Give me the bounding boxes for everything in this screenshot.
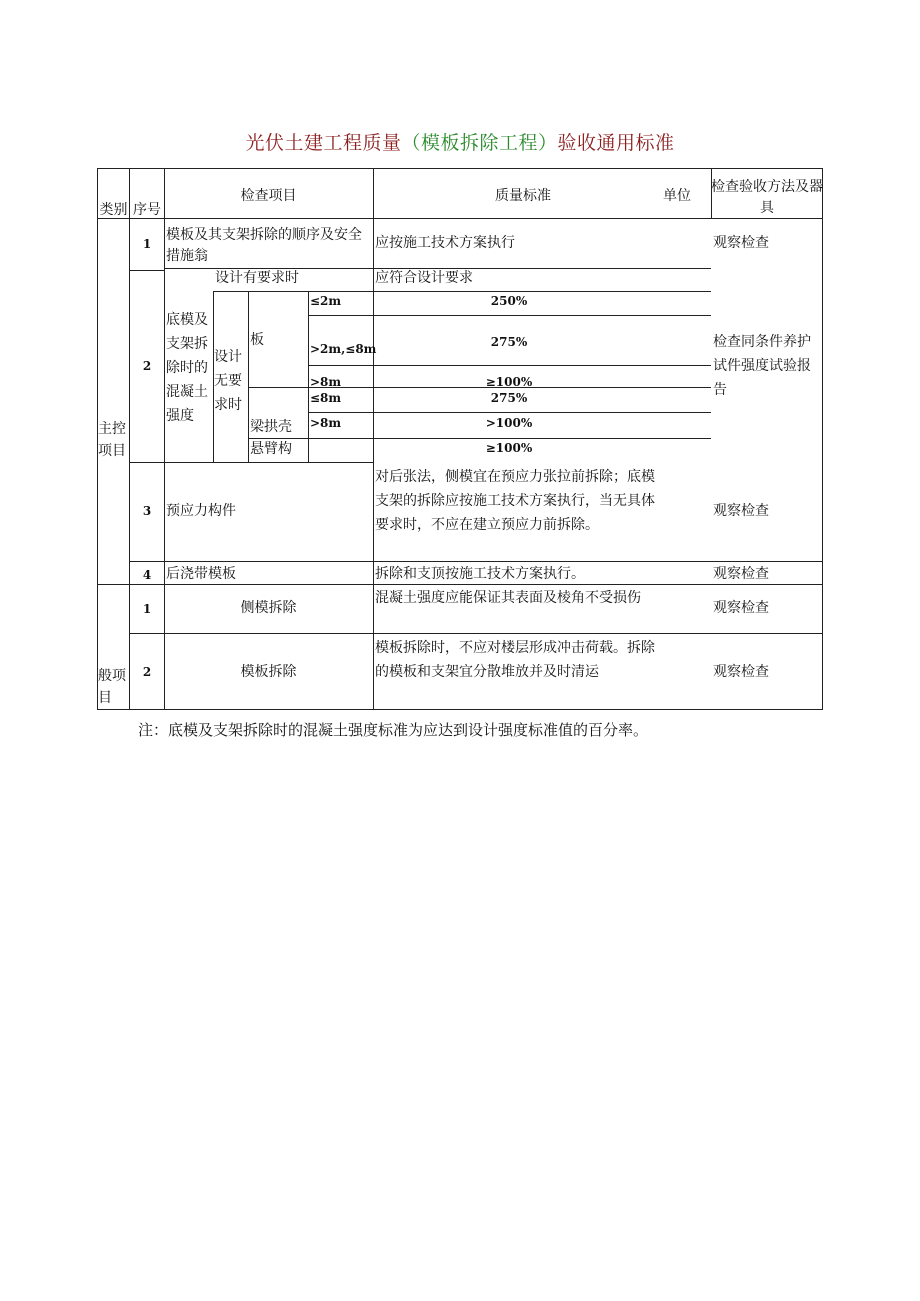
- design-req-label: 设计有要求时: [215, 270, 299, 286]
- header-standard: 质量标准: [495, 188, 551, 204]
- row4-item: 后浇带模板: [166, 566, 236, 582]
- row4-standard: 拆除和支顶按施工技术方案执行。: [375, 566, 585, 582]
- header-seq: 序号: [133, 202, 161, 218]
- row1-seq: 1: [142, 237, 152, 251]
- row2-method: 检查同条件养护试件强度试验报告: [713, 334, 811, 398]
- value-3: ≥100%: [485, 375, 533, 389]
- gen-row1-method: 观察检查: [713, 600, 769, 616]
- value-4: 275%: [490, 391, 528, 405]
- plate-label: 板: [250, 332, 264, 348]
- gen-row2-method: 观察检查: [713, 664, 769, 680]
- span-1: ≤2m: [310, 294, 342, 308]
- row2-seq: 2: [142, 359, 152, 373]
- gen-row2-item: 模板拆除: [240, 664, 297, 680]
- span-5: >8m: [310, 416, 342, 430]
- row3-seq: 3: [142, 504, 152, 518]
- row3-method: 观察检查: [713, 503, 769, 519]
- gen-row1-seq: 1: [142, 602, 152, 616]
- gen-row1-item: 侧模拆除: [240, 600, 297, 616]
- value-5: >100%: [485, 416, 533, 430]
- row1-standard: 应按施工技术方案执行: [375, 235, 515, 251]
- row1-item: 模板及其支架拆除的顺序及安全措施翁: [166, 227, 362, 264]
- row3-standard: 对后张法，侧模宜在预应力张拉前拆除；底模支架的拆除应按施工技术方案执行，当无具体要求时，不应在建立预应力前拆除。: [375, 469, 655, 533]
- header-item: 检查项目: [240, 188, 297, 204]
- title-paren: （模板拆除工程）: [401, 132, 558, 154]
- row3-item: 预应力构件: [166, 503, 236, 519]
- gen-row2-standard: 模板拆除时，不应对楼层形成冲击荷载。拆除的模板和支架宜分散堆放并及时清运: [375, 640, 655, 680]
- value-2: 275%: [490, 335, 528, 349]
- value-1: 250%: [490, 294, 528, 308]
- category-main: 主控项目: [98, 421, 126, 459]
- footnote: 注：底模及支架拆除时的混凝土强度标准为应达到设计强度标准值的百分率。: [138, 721, 649, 739]
- category-general: 般项目: [98, 668, 126, 706]
- cantilever-label: 悬臂构: [250, 441, 292, 457]
- span-4: ≤8m: [310, 391, 342, 405]
- row4-method: 观察检查: [713, 566, 769, 582]
- title-main: 光伏土建工程质量: [245, 132, 402, 154]
- header-method: 检查验收方法及器具: [711, 179, 823, 216]
- span-3: >8m: [310, 375, 342, 389]
- header-category: 类别: [99, 202, 128, 218]
- design-req-standard: 应符合设计要求: [375, 270, 473, 286]
- span-2: >2m,≤8m: [310, 342, 377, 356]
- row2-item: 底模及支架拆除时的混凝土强度: [166, 312, 208, 424]
- row1-method: 观察检查: [713, 235, 769, 251]
- gen-row2-seq: 2: [142, 665, 152, 679]
- gen-row1-standard: 混凝土强度应能保证其表面及棱角不受损伤: [375, 590, 641, 606]
- beam-label: 梁拱壳: [250, 419, 292, 435]
- row4-seq: 4: [142, 568, 152, 582]
- design-noreq-label: 设计无要求时: [214, 349, 242, 413]
- header-unit: 单位: [663, 188, 691, 204]
- value-6: ≥100%: [485, 441, 533, 455]
- title-end: 验收通用标准: [557, 132, 675, 154]
